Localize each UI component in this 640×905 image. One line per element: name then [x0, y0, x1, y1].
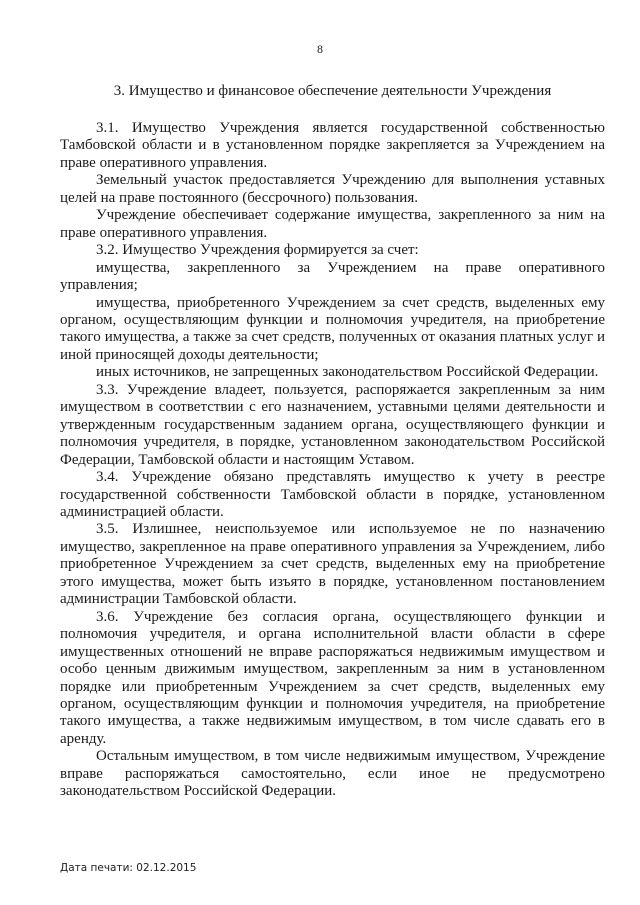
paragraph-3-2-item-1: имущества, закрепленного за Учреждением на праве оперативного управления; — [60, 259, 605, 294]
paragraph-3-2-item-2: имущества, приобретенного Учреждением за счет средств, выделенных ему органом, осуществляющим функции и полномочия учредителя, на приобретение такого имущества, а также за счет средств, полученных от оказания платных услуг и иной приносящей доходы деятельности; — [60, 294, 605, 363]
paragraph-3-5: 3.5. Излишнее, неиспользуемое или используемое не по назначению имущество, закрепленное на праве оперативного управления за Учреждением, либо приобретенное Учреждением за счет средств, выделенных ему на приобретение этого имущества, может быть изъято в порядке, установленном постановлением администрации Тамбовской области. — [60, 521, 605, 608]
section-title: 3. Имущество и финансовое обеспечение деятельности Учреждения — [113, 83, 552, 99]
paragraph-other-property: Остальным имуществом, в том числе недвижимым имуществом, Учреждение вправе распоряжаться самостоятельно, если иное не предусмотрено законодательством Российской Федерации. — [60, 748, 605, 800]
paragraph-3-3: 3.3. Учреждение владеет, пользуется, распоряжается закрепленным за ним имуществом в соответствии с его назначением, уставными целями деятельности и утвержденным государственным заданием органа, осуществляющего функции и полномочия учредителя, в порядке, установленном законодательством Российской Федерации, Тамбовской области и настоящим Уставом. — [60, 381, 605, 468]
paragraph-3-2-item-3: иных источников, не запрещенных законодательством Российской Федерации. — [96, 364, 599, 381]
paragraph-land-plot: Земельный участок предоставляется Учреждению для выполнения уставных целей на праве постоянного (бессрочного) пользования. — [60, 172, 605, 206]
paragraph-3-4: 3.4. Учреждение обязано представлять имущество к учету в реестре государственной собственности Тамбовской области в порядке, установленном администрацией области. — [60, 469, 605, 520]
print-date: Дата печати: 02.12.2015 — [60, 862, 197, 874]
paragraph-maintenance: Учреждение обеспечивает содержание имущества, закрепленного за ним на праве оперативного управления. — [60, 207, 605, 241]
paragraph-3-1: 3.1. Имущество Учреждения является государственной собственностью Тамбовской области и в установленном порядке закрепляется за Учреждением на праве оперативного управления. — [60, 120, 605, 171]
paragraph-3-2: 3.2. Имущество Учреждения формируется за счет: — [96, 242, 419, 259]
paragraph-3-6: 3.6. Учреждение без согласия органа, осуществляющего функции и полномочия учредителя, и органа исполнительной власти области в сфере имущественных отношений не вправе распоряжаться недвижимым имуществом и особо ценным движимым имуществом, закрепленным за ним в установленном порядке или приобретенным Учреждением за счет средств, выделенных ему органом, осуществляющим функции и полномочия учредителя, на приобретение такого имущества, а также недвижимым имуществом, в том числе сдавать его в аренду. — [60, 608, 605, 747]
page-number: 8 — [317, 42, 323, 56]
document-body — [60, 120, 605, 801]
